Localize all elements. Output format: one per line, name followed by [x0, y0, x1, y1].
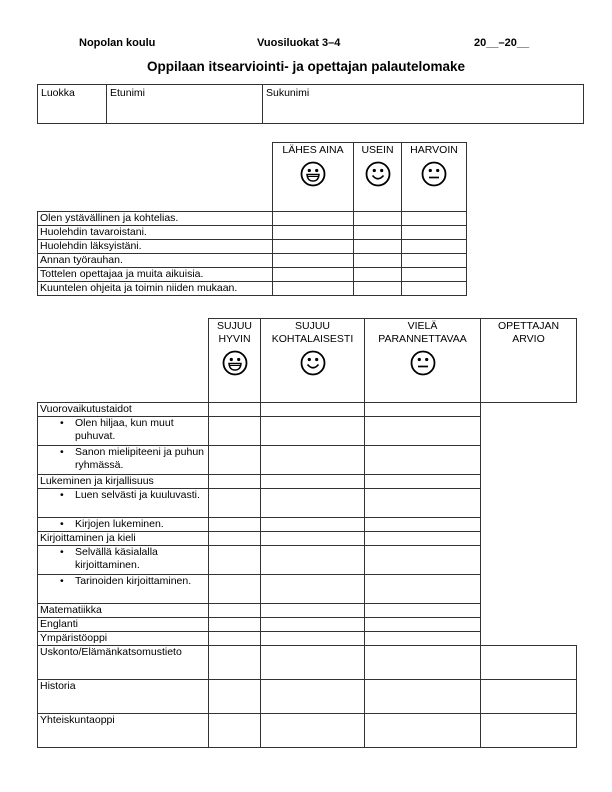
table-row: [38, 282, 467, 296]
answer-cell-almost-always[interactable]: [273, 282, 354, 296]
answer-cell[interactable]: [365, 604, 481, 618]
skill-category: Englanti: [38, 618, 209, 632]
answer-cell-often[interactable]: [354, 268, 402, 282]
column-label-line-2: HYVIN: [218, 332, 251, 345]
skill-item-text: • Tarinoiden kirjoittaminen.: [40, 575, 206, 588]
skill-item: [38, 575, 209, 604]
last-name-label: Sukunimi: [266, 87, 310, 99]
answer-cell[interactable]: [261, 417, 365, 446]
answer-cell-almost-always[interactable]: [273, 254, 354, 268]
table-row: [38, 646, 577, 680]
answer-cell[interactable]: [261, 604, 365, 618]
behavior-statement: Annan työrauhan.: [38, 254, 273, 268]
column-header-needs-improvement: [365, 319, 481, 403]
neutral-face-icon: [410, 350, 436, 376]
answer-cell-almost-always[interactable]: [273, 226, 354, 240]
teacher-assessment-cell[interactable]: [481, 714, 577, 748]
answer-cell[interactable]: [365, 475, 481, 489]
column-header-almost-always: [273, 143, 354, 212]
neutral-face-icon: [421, 161, 447, 187]
answer-cell[interactable]: [209, 714, 261, 748]
page-title: Oppilaan itsearviointi- ja opettajan palautelomake: [146, 59, 466, 74]
table-row: [38, 212, 467, 226]
answer-cell[interactable]: [209, 417, 261, 446]
answer-cell[interactable]: [261, 403, 365, 417]
answer-cell-almost-always[interactable]: [273, 268, 354, 282]
skill-item: [38, 546, 209, 575]
empty-header-cell: [38, 143, 273, 212]
answer-cell[interactable]: [209, 532, 261, 546]
skill-item-text: • Sanon mielipiteeni ja puhun ryhmässä.: [40, 446, 206, 472]
table-row: [38, 403, 577, 417]
answer-cell[interactable]: [365, 446, 481, 475]
column-label-line-1: SUJUU: [294, 320, 330, 332]
answer-cell-often[interactable]: [354, 226, 402, 240]
behavior-statement: Tottelen opettajaa ja muita aikuisia.: [38, 268, 273, 282]
answer-cell[interactable]: [365, 417, 481, 446]
skill-category: Uskonto/Elämänkatsomustieto: [38, 646, 209, 680]
first-name-field[interactable]: [107, 85, 263, 124]
skill-item-text: • Olen hiljaa, kun muut puhuvat.: [40, 417, 206, 443]
column-label: LÄHES AINA: [282, 144, 344, 156]
answer-cell[interactable]: [261, 546, 365, 575]
skill-category: Yhteiskuntaoppi: [38, 714, 209, 748]
answer-cell[interactable]: [261, 680, 365, 714]
answer-cell[interactable]: [209, 575, 261, 604]
column-label: USEIN: [361, 144, 394, 156]
behavior-statement: Olen ystävällinen ja kohtelias.: [38, 212, 273, 226]
answer-cell[interactable]: [209, 646, 261, 680]
skill-item: [38, 446, 209, 475]
smile-face-icon: [365, 161, 391, 187]
class-field[interactable]: [38, 85, 107, 124]
answer-cell[interactable]: [209, 604, 261, 618]
answer-cell-rarely[interactable]: [402, 212, 467, 226]
skill-category: Matematiikka: [38, 604, 209, 618]
answer-cell[interactable]: [365, 632, 481, 646]
skill-item: [38, 417, 209, 446]
answer-cell-rarely[interactable]: [402, 282, 467, 296]
answer-cell[interactable]: [261, 714, 365, 748]
empty-header-cell: [38, 319, 209, 403]
answer-cell-often[interactable]: [354, 282, 402, 296]
answer-cell[interactable]: [365, 575, 481, 604]
column-header-going-moderately: [261, 319, 365, 403]
skill-item: [38, 518, 209, 532]
answer-cell[interactable]: [365, 680, 481, 714]
skill-item-text: • Luen selvästi ja kuuluvasti.: [40, 489, 206, 502]
column-label-line-1: VIELÄ: [407, 320, 438, 332]
answer-cell[interactable]: [209, 680, 261, 714]
answer-cell[interactable]: [261, 446, 365, 475]
column-header-often: [354, 143, 402, 212]
grade-level: Vuosiluokat 3–4: [257, 37, 341, 49]
skill-category: Historia: [38, 680, 209, 714]
answer-cell-almost-always[interactable]: [273, 240, 354, 254]
big-grin-face-icon: [222, 350, 248, 376]
teacher-assessment-cell[interactable]: [481, 646, 577, 680]
school-year: 20__–20__: [474, 37, 530, 49]
answer-cell[interactable]: [209, 546, 261, 575]
answer-cell-rarely[interactable]: [402, 240, 467, 254]
column-header-teacher-assessment: [481, 319, 577, 403]
column-header-going-well: [209, 319, 261, 403]
skill-category: Vuorovaikutustaidot: [38, 403, 209, 417]
skill-category: Ympäristöoppi: [38, 632, 209, 646]
answer-cell[interactable]: [209, 618, 261, 632]
table-row: [38, 714, 577, 748]
skill-item-text: • Selvällä käsialalla kirjoittaminen.: [40, 546, 206, 572]
behavior-self-assessment-table: [37, 142, 467, 296]
student-info-table: [37, 84, 584, 124]
answer-cell[interactable]: [261, 518, 365, 532]
answer-cell[interactable]: [365, 714, 481, 748]
skill-item: [38, 489, 209, 518]
skill-category: Lukeminen ja kirjallisuus: [38, 475, 209, 489]
first-name-label: Etunimi: [110, 87, 146, 99]
answer-cell-rarely[interactable]: [402, 268, 467, 282]
teacher-assessment-cell[interactable]: [481, 680, 577, 714]
answer-cell[interactable]: [365, 489, 481, 518]
answer-cell[interactable]: [209, 632, 261, 646]
answer-cell[interactable]: [261, 475, 365, 489]
answer-cell-almost-always[interactable]: [273, 212, 354, 226]
answer-cell[interactable]: [209, 518, 261, 532]
last-name-field[interactable]: [263, 85, 584, 124]
column-header-rarely: [402, 143, 467, 212]
column-label-line-1: OPETTAJAN: [497, 320, 560, 332]
answer-cell-often[interactable]: [354, 212, 402, 226]
answer-cell[interactable]: [261, 618, 365, 632]
answer-cell[interactable]: [261, 575, 365, 604]
answer-cell[interactable]: [261, 532, 365, 546]
answer-cell[interactable]: [365, 546, 481, 575]
table-row: [38, 268, 467, 282]
answer-cell[interactable]: [365, 646, 481, 680]
answer-cell[interactable]: [209, 446, 261, 475]
column-label-line-2: PARANNETTAVAA: [378, 332, 467, 345]
table-row: [38, 240, 467, 254]
skill-category: Kirjoittaminen ja kieli: [38, 532, 209, 546]
answer-cell[interactable]: [209, 403, 261, 417]
answer-cell-rarely[interactable]: [402, 226, 467, 240]
table-row: [38, 680, 577, 714]
answer-cell[interactable]: [365, 518, 481, 532]
behavior-statement: Kuuntelen ohjeita ja toimin niiden mukaan.: [38, 282, 273, 296]
table-row: [38, 226, 467, 240]
column-label: HARVOIN: [410, 144, 458, 156]
answer-cell[interactable]: [365, 618, 481, 632]
column-label-line-2: ARVIO: [512, 332, 545, 345]
answer-cell[interactable]: [261, 646, 365, 680]
teacher-assessment-area[interactable]: [481, 403, 577, 646]
answer-cell-often[interactable]: [354, 240, 402, 254]
behavior-statement: Huolehdin läksyistäni.: [38, 240, 273, 254]
behavior-statement: Huolehdin tavaroistani.: [38, 226, 273, 240]
answer-cell[interactable]: [209, 489, 261, 518]
class-label: Luokka: [41, 87, 75, 99]
answer-cell[interactable]: [365, 403, 481, 417]
answer-cell[interactable]: [261, 632, 365, 646]
column-label-line-2: KOHTALAISESTI: [271, 332, 354, 345]
smile-face-icon: [300, 350, 326, 376]
answer-cell-rarely[interactable]: [402, 254, 467, 268]
answer-cell[interactable]: [365, 532, 481, 546]
table-row: [38, 254, 467, 268]
answer-cell[interactable]: [209, 475, 261, 489]
skill-item-text: • Kirjojen lukeminen.: [40, 518, 206, 531]
school-name: Nopolan koulu: [79, 37, 156, 49]
answer-cell-often[interactable]: [354, 254, 402, 268]
column-label-line-1: SUJUU: [216, 320, 252, 332]
answer-cell[interactable]: [261, 489, 365, 518]
skills-assessment-table: [37, 318, 577, 748]
big-grin-face-icon: [300, 161, 326, 187]
